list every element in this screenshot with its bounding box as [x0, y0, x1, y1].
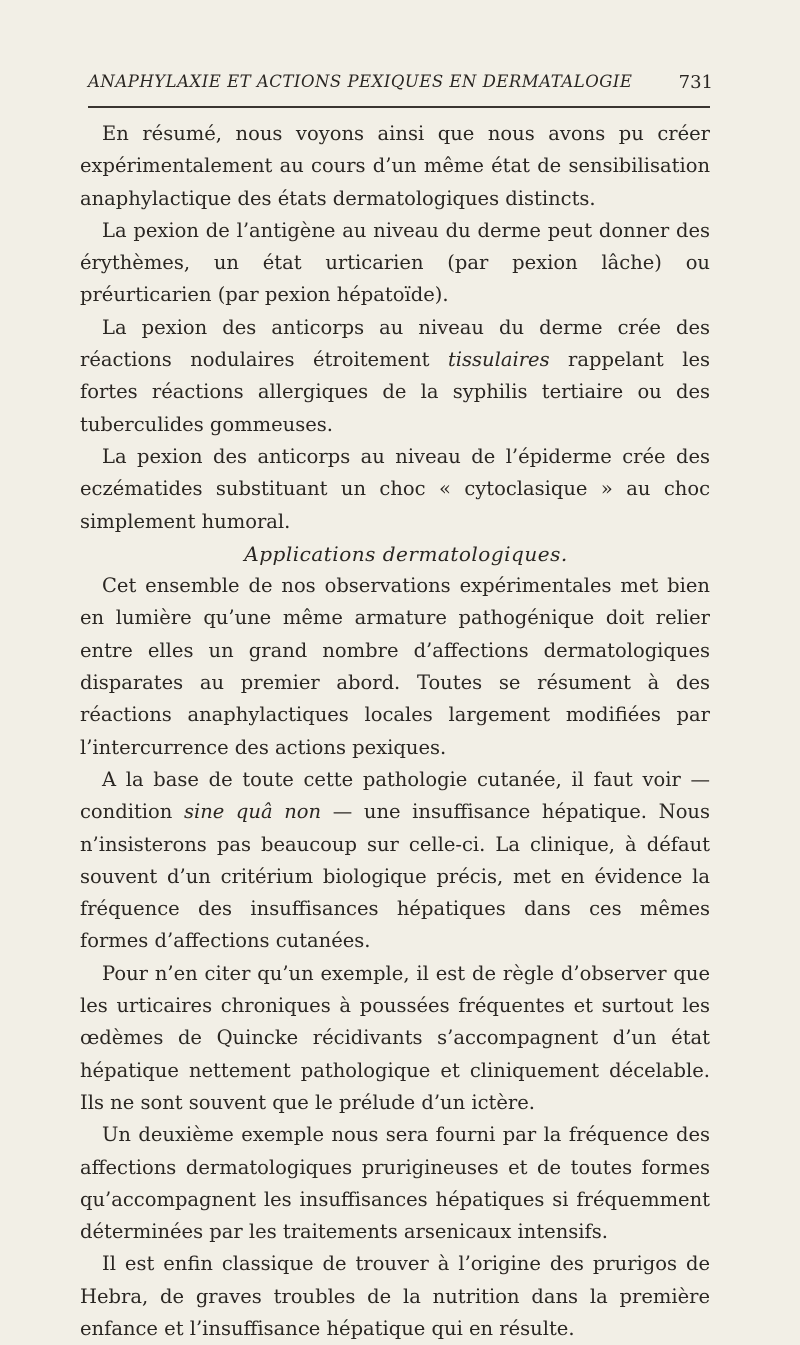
paragraph-text: — une insuffisance hépatique. Nous n’insisterons pas beaucoup sur celle-ci. La clinique, à défaut souvent d’un critérium biologique précis, met en évidence la fréquence des insuffisances hépatiques dans ces mêmes formes d’affections cutanées. — [80, 800, 710, 953]
paragraph-summary: En résumé, nous voyons ainsi que nous avons pu créer expérimentalement au cours d’un même état de sensibilisation anaphylactique des états dermatologiques distincts. — [80, 122, 710, 210]
paragraph-antibody-derme — [80, 312, 710, 441]
section-heading: Applications dermatologiques. — [244, 541, 568, 566]
paragraph-text: La pexion des anticorps au niveau du derme crée des réactions nodulaires étroitement — [80, 315, 710, 372]
italic-term: sine quâ non — [183, 800, 322, 824]
paragraph-antibody-epiderme: La pexion des anticorps au niveau de l’épiderme crée des eczématides substituant un choc « cytoclasique » au choc simplement humoral. — [80, 444, 710, 533]
paragraph-prurigos: Il est enfin classique de trouver à l’origine des prurigos de Hebra, de graves troubles de la nutrition dans la première enfance et l’insuffisance hépatique qui en résulte. — [80, 1252, 710, 1340]
italic-term: tissulaires — [447, 348, 550, 372]
paragraph-antigen-pexion: La pexion de l’antigène au niveau du derme peut donner des érythèmes, un état urticarien (par pexion lâche) ou préurticarien (par pexion hépatoïde). — [80, 218, 710, 307]
paragraph-hepatic-insufficiency — [80, 764, 710, 958]
paragraph-text: rappelant les fortes réactions allergiques de la syphilis tertiaire ou des tuberculides gommeuses. — [80, 348, 711, 436]
running-title: ANAPHYLAXIE ET ACTIONS PEXIQUES EN DERMATALOGIE — [88, 72, 633, 91]
paragraph-text: A la base de toute cette pathologie cutanée, il faut voir — condition — [80, 767, 710, 824]
body-text — [80, 118, 710, 1345]
paragraph-observations: Cet ensemble de nos observations expérimentales met bien en lumière qu’une même armature pathogénique doit relier entre elles un grand nombre d’affections dermatologiques disparates au premier abord. Toutes se résument à des réactions anaphylactiques locales largement modifiées par l’intercurrence des actions pexiques. — [80, 574, 710, 759]
page-number: 731 — [678, 72, 713, 93]
paragraph-first-example: Pour n’en citer qu’un exemple, il est de règle d’observer que les urticaires chroniques à poussées fréquentes et surtout les œdèmes de Quincke récidivants s’accompagnent d’un état hépatique nettement pathologique et cliniquement décelable. Ils ne sont souvent que le prélude d’un ictère. — [80, 961, 710, 1114]
paragraph-second-example: Un deuxième exemple nous sera fourni par la fréquence des affections dermatologiques prurigineuses et de toutes formes qu’accompagnent les insuffisances hépatiques si fréquemment déterminées par les traitements arsenicaux intensifs. — [80, 1123, 710, 1244]
page-header — [88, 72, 713, 102]
header-rule — [88, 106, 710, 108]
